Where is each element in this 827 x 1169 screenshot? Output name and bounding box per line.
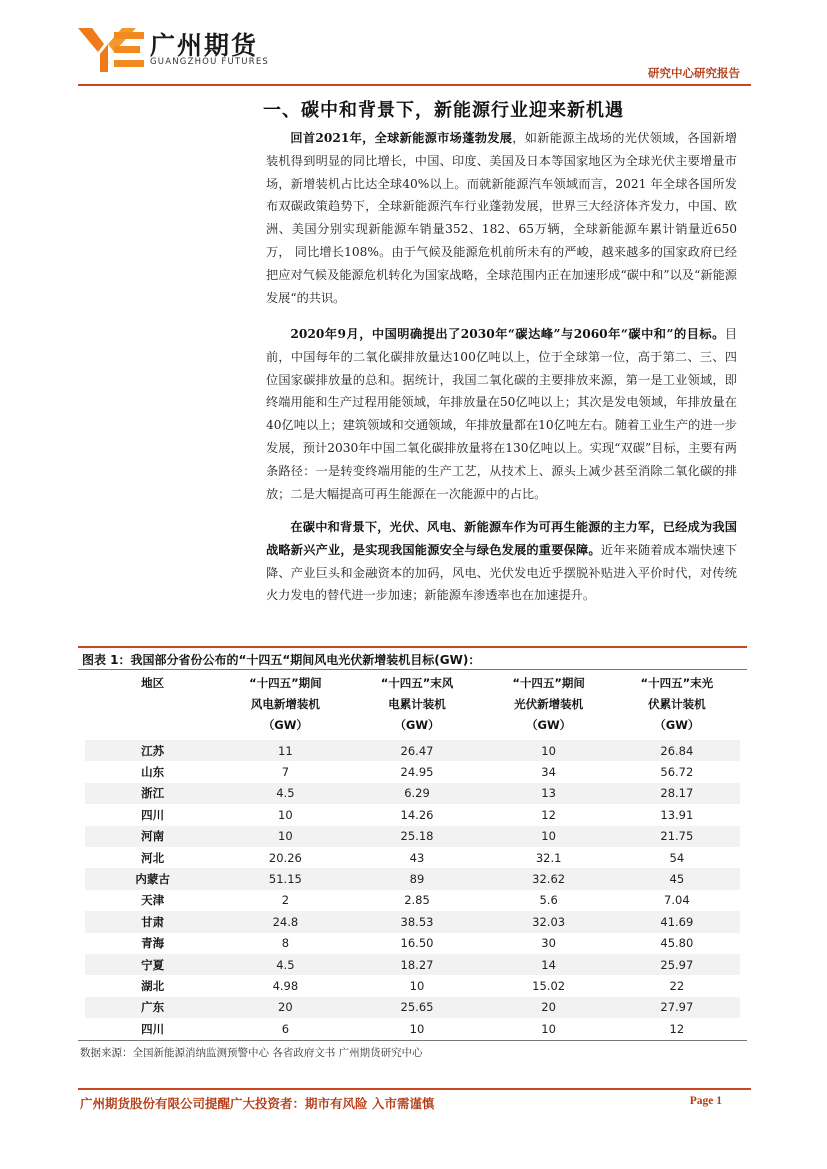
table-row: 宁夏 4.5 18.27 14 25.97 xyxy=(85,954,740,975)
table-row: 江苏 11 26.47 10 26.84 xyxy=(85,740,740,761)
table-row: 河北 20.26 43 32.1 54 xyxy=(141,850,685,865)
logo-english-name: GUANGZHOU FUTURES xyxy=(150,57,269,67)
table-caption: 图表 1：我国部分省份公布的“十四五“期间风电光伏新增装机目标(GW)： xyxy=(82,653,481,667)
section-title: 一、碳中和背景下，新能源行业迎来新机遇 xyxy=(263,100,624,121)
data-source-note: 数据来源：全国新能源消纳监测预警中心 各省政府文书 广州期货研究中心 xyxy=(80,1047,423,1059)
page-number: Page 1 xyxy=(689,1095,722,1107)
table-row: 浙江 4.5 6.29 13 28.17 xyxy=(85,783,740,804)
table-row: 四川 6 10 10 12 xyxy=(141,1021,685,1036)
footer-divider xyxy=(78,1088,751,1090)
table-row: 天津 2 2.85 5.6 7.04 xyxy=(141,893,690,908)
paragraph-2 xyxy=(266,323,737,505)
capacity-target-table xyxy=(85,670,740,1039)
page-header xyxy=(0,0,827,85)
table-row: 甘肃 24.8 38.53 32.03 41.69 xyxy=(85,911,740,932)
guangzhou-futures-logo-icon xyxy=(78,28,144,72)
table-top-rule xyxy=(78,646,747,648)
header-pv-new: “十四五”期间 光伏新增装机 （GW） xyxy=(512,676,585,732)
paragraph-3-lead: 在碳中和背景下，光伏、风电、新能源车作为可再生能源的主力军，已经成为我国战略新兴产业，是实现我国能源安全与绿色发展的重要保障。 xyxy=(266,520,737,557)
table-row: 湖北 4.98 10 15.02 22 xyxy=(141,978,685,993)
table-bottom-rule xyxy=(78,1040,747,1041)
table-row: 内蒙古 51.15 89 32.62 45 xyxy=(85,868,740,889)
header-divider xyxy=(78,84,751,86)
table-row: 广东 20 25.65 20 27.97 xyxy=(85,997,740,1018)
table-row: 山东 7 24.95 34 56.72 xyxy=(141,765,694,780)
paragraph-1-lead: 回首2021年，全球新能源市场蓬勃发展 xyxy=(290,131,513,145)
paragraph-2-lead: 2020年9月，中国明确提出了2030年“碳达峰”与2060年“碳中和”的目标。 xyxy=(290,327,725,341)
paragraph-3-body: 近年来随着成本端快速下降、产业巨头和金融资本的加码，风电、光伏发电近乎摆脱补贴进入平价时代，对传统火力发电的替代进一步加速；新能源车渗透率也在加速提升。 xyxy=(266,542,738,603)
report-type-label: 研究中心研究报告 xyxy=(648,66,740,80)
risk-disclaimer: 广州期货股份有限公司提醒广大投资者：期市有风险 入市需谨慎 xyxy=(80,1096,435,1111)
header-wind-new: “十四五”期间 风电新增装机 （GW） xyxy=(249,676,322,732)
paragraph-3 xyxy=(266,516,737,607)
header-wind-total: “十四五”末风 电累计装机 （GW） xyxy=(380,676,454,732)
header-region: 地区 xyxy=(141,676,165,690)
logo-chinese-name: 广州期货 xyxy=(150,31,259,60)
table-row: 河南 10 25.18 10 21.75 xyxy=(85,826,740,847)
header-pv-total: “十四五”末光 伏累计装机 （GW） xyxy=(640,676,714,732)
paragraph-2-body: 目前，中国每年的二氧化碳排放量达100亿吨以上，位于全球第一位，高于第二、三、四位国家碳排放量的总和。据统计，我国二氧化碳的主要排放来源，第一是工业领域，即终端用能和生产过程用能领域，年排放量在50亿吨以上；其次是发电领域，年排放量在40亿吨以上；建筑领域和交通领域，年排放量都在10亿吨左右。随着工业生产的进一步发展，预计2030年中国二氧化碳排放量将在130亿吨以上。实现“双碳”目标，主要有两条路径：一是转变终端用能的生产工艺，从技术上、源头上减少甚至消除二氧化碳的排放；二是大幅提高可再生能源在一次能源中的占比。 xyxy=(266,327,737,501)
table-row: 青海 8 16.50 30 45.80 xyxy=(141,936,694,951)
table-row: 四川 10 14.26 12 13.91 xyxy=(141,807,694,822)
paragraph-1-body: ，如新能源主战场的光伏领域，各国新增装机得到明显的同比增长，中国、印度、美国及日本等国家地区为全球光伏主要增量市场，新增装机占比达全球40%以上。而就新能源汽车领域而言，2021 年全球各国所发布双碳政策趋势下，全球新能源汽车行业蓬勃发展，世界三大经济体齐发力，中国、欧洲、美国分别实现新能源车销量352、182、65万辆，全球新能源车累计销量近650万， 同比增长108%。由于气候及能源危机前所未有的严峻，越来越多的国家政府已经把应对气候及能源危机转化为国家战略，全球范围内正在加速形成“碳中和”以及“新能源发展“的共识。 xyxy=(266,131,738,305)
paragraph-1 xyxy=(266,127,737,309)
table-header-row xyxy=(85,670,740,740)
